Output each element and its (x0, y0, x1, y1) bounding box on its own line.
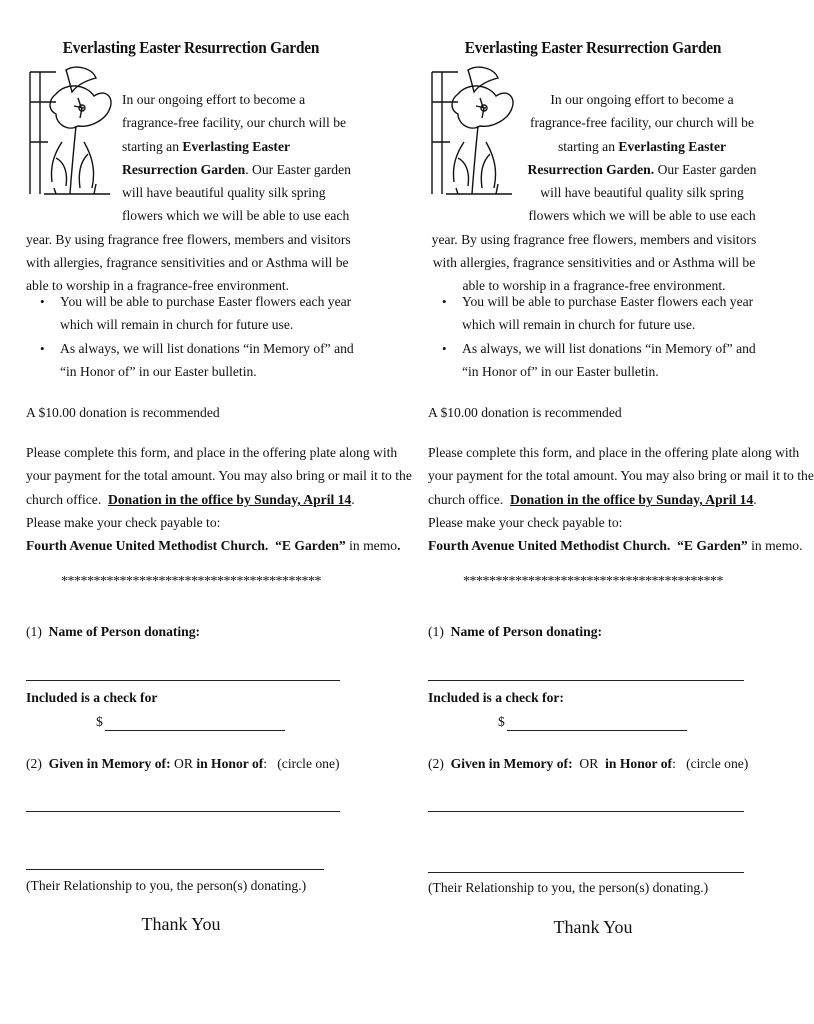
divider-stars: **************************************** (61, 574, 321, 589)
check-label: Included is a check for: (428, 690, 564, 705)
instructions-line-3: church office. Donation in the office by Sunday, April 14. (26, 492, 355, 507)
church-line: Fourth Avenue United Methodist Church. “E Garden” in memo. (26, 538, 401, 553)
instructions-line-3: church office. Donation in the office by Sunday, April 14. (428, 492, 757, 507)
honoree-field-line[interactable] (26, 811, 340, 812)
donation-note: A $10.00 donation is recommended (428, 405, 622, 420)
instructions-line-1: Please complete this form, and place in the offering plate along with (26, 445, 398, 460)
intro-paragraph: In our ongoing effort to become a fragrance-free facility, our church will be starting an Everlasting Easter Resurrection Garden. Our Easter garden will have beautiful quality silk spring flowers which we will be able to use each year. By using fragrance free flowers, members and visitors with allergies, fragrance sensitivities and or Asthma will be able to worship in a fragrance-free environment. (431, 92, 757, 294)
flyer-title: Everlasting Easter Resurrection Garden (464, 38, 722, 57)
question-2: (2) Given in Memory of: OR in Honor of: (circle one) (26, 756, 340, 771)
benefits-list (428, 290, 760, 383)
question-1: (1) Name of Person donating: (428, 624, 603, 639)
deadline: Donation in the office by Sunday, April 14 (510, 492, 754, 507)
check-amount: $ (498, 714, 505, 729)
garden-name: Everlasting Easter Resurrection Garden (527, 138, 727, 177)
flyer-title: Everlasting Easter Resurrection Garden (62, 38, 320, 57)
amount-field-line[interactable] (507, 730, 687, 731)
flyer-left (26, 0, 412, 1024)
deadline: Donation in the office by Sunday, April 14 (108, 492, 352, 507)
name-field-line[interactable] (428, 680, 744, 681)
church-line: Fourth Avenue United Methodist Church. “E Garden” in memo. (428, 538, 803, 553)
thank-you: Thank You (553, 917, 633, 937)
intro-paragraph: In our ongoing effort to become a fragrance-free facility, our church will be starting an Everlasting Easter Resurrection Garden. Our Easter garden will have beautiful quality silk spring flowers which we will be able to use each year. By using fragrance free flowers, members and visitors with allergies, fragrance sensitivities and or Asthma will be able to worship in a fragrance-free environment. (26, 92, 351, 294)
relationship-label: (Their Relationship to you, the person(s) donating.) (26, 878, 307, 893)
question-1: (1) Name of Person donating: (26, 624, 201, 639)
divider-stars: **************************************** (463, 574, 723, 589)
donation-note: A $10.00 donation is recommended (26, 405, 220, 420)
instructions-line-2: your payment for the total amount. You may also bring or mail it to the (428, 468, 814, 483)
flyer-right (428, 0, 814, 1024)
relationship-label: (Their Relationship to you, the person(s) donating.) (428, 880, 709, 895)
relationship-field-line[interactable] (428, 872, 744, 873)
instructions-line-1: Please complete this form, and place in the offering plate along with (428, 445, 800, 460)
name-field-line[interactable] (26, 680, 340, 681)
thank-you: Thank You (141, 914, 221, 934)
payable-line: Please make your check payable to: (428, 515, 623, 530)
payable-line: Please make your check payable to: (26, 515, 221, 530)
benefits-list (26, 290, 358, 383)
list-item: • You will be able to purchase Easter flowers each year which will remain in church for future use. (60, 290, 358, 337)
question-2: (2) Given in Memory of: OR in Honor of: (circle one) (428, 756, 749, 771)
honoree-field-line[interactable] (428, 811, 744, 812)
instructions-line-2: your payment for the total amount. You may also bring or mail it to the (26, 468, 412, 483)
check-label: Included is a check for (26, 690, 158, 705)
check-amount: $ (96, 714, 103, 729)
list-item: • As always, we will list donations “in Memory of” and “in Honor of” in our Easter bulletin. (462, 337, 760, 384)
amount-field-line[interactable] (105, 730, 285, 731)
list-item: • As always, we will list donations “in Memory of” and “in Honor of” in our Easter bulletin. (60, 337, 358, 384)
garden-name: Everlasting Easter Resurrection Garden (122, 138, 290, 177)
relationship-field-line[interactable] (26, 869, 324, 870)
list-item: • You will be able to purchase Easter flowers each year which will remain in church for future use. (462, 290, 760, 337)
